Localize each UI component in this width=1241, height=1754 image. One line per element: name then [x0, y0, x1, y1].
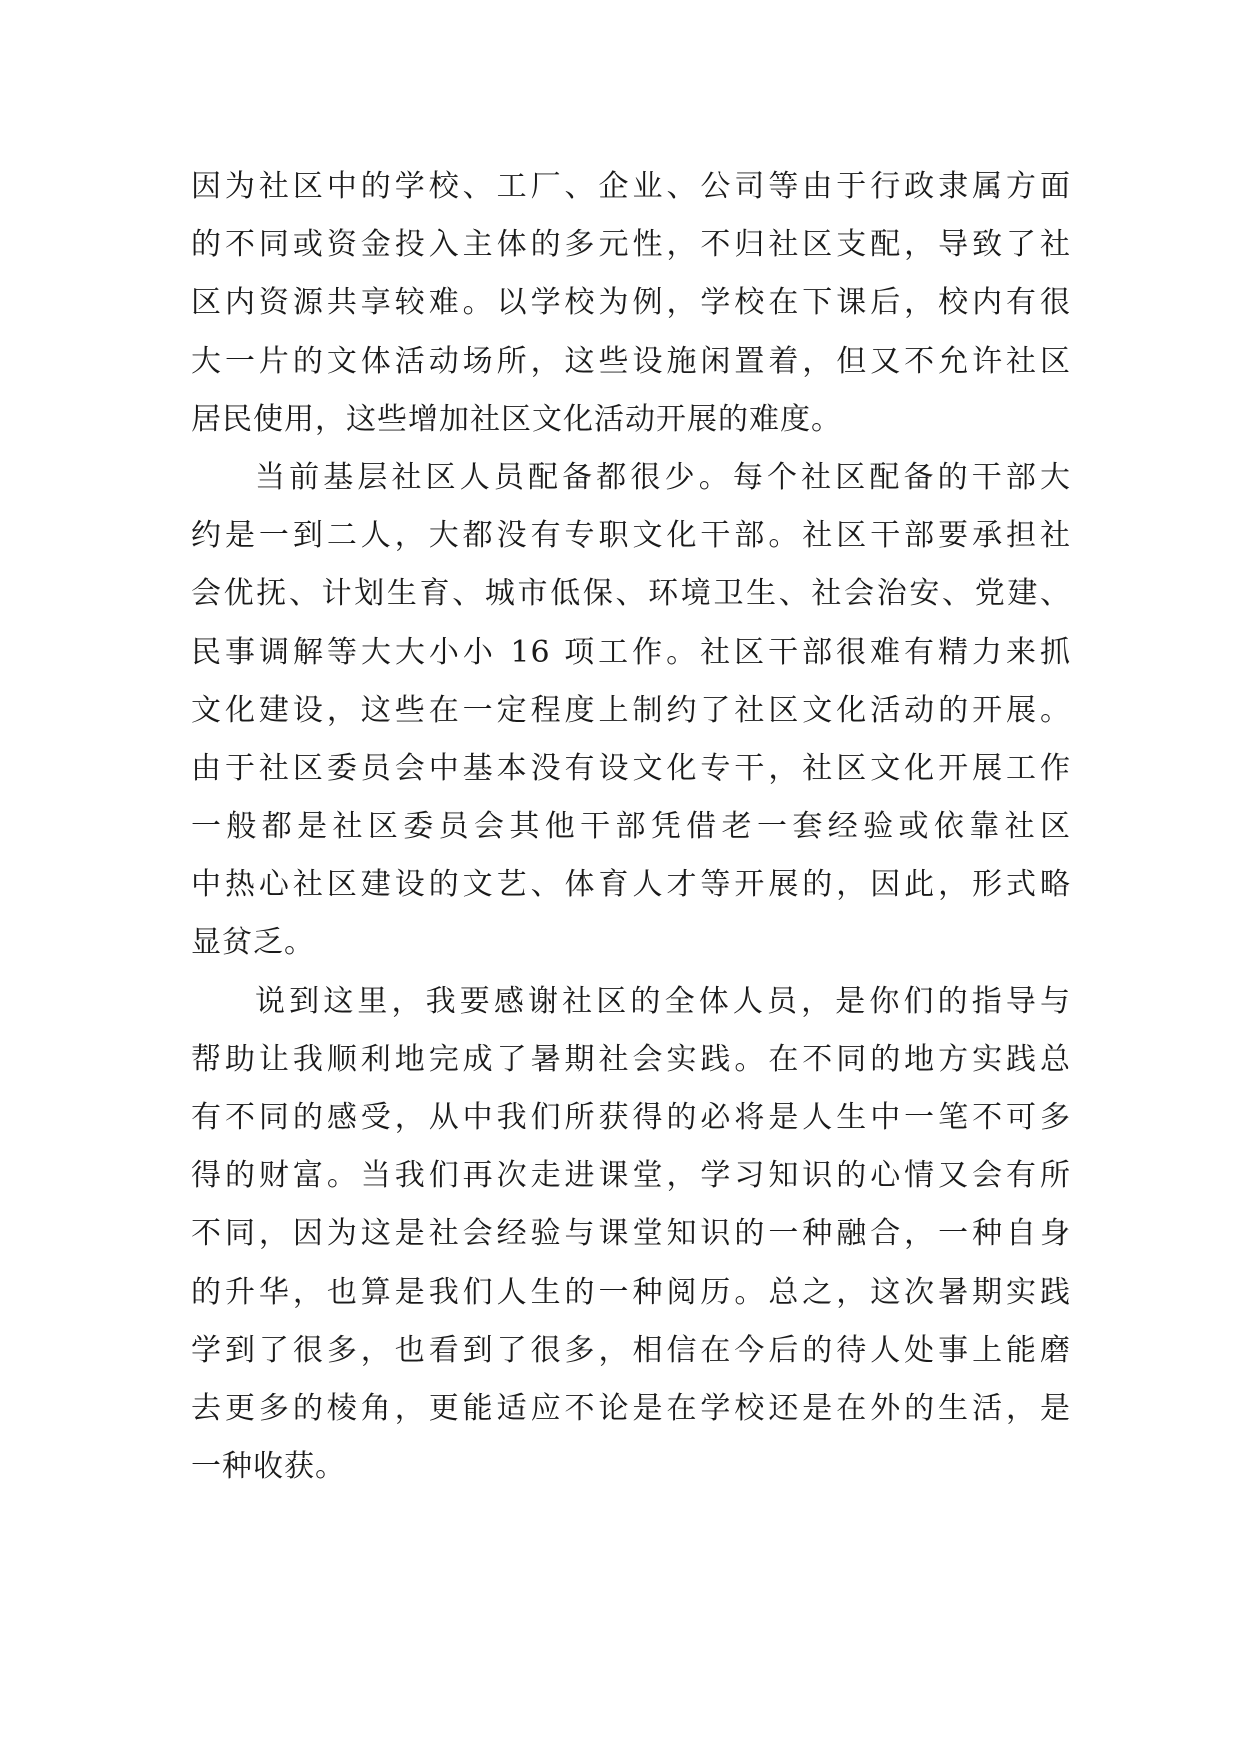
- text-line: 得的财富。当我们再次走进课堂，学习知识的心情又会有所: [191, 1158, 1071, 1194]
- text-line: 的升华，也算是我们人生的一种阅历。总之，这次暑期实践: [191, 1274, 1071, 1310]
- text-line: 有不同的感受，从中我们所获得的必将是人生中一笔不可多: [191, 1100, 1071, 1135]
- paragraph-3: [191, 973, 1071, 1497]
- text-line: 一般都是社区委员会其他干部凭借老一套经验或依靠社区: [191, 809, 1071, 845]
- text-line: 民事调解等大大小小 16 项工作。社区干部很难有精力来抓: [191, 634, 1071, 670]
- body-text: [191, 158, 1071, 1496]
- text-line: 约是一到二人，大都没有专职文化干部。社区干部要承担社: [191, 518, 1071, 554]
- text-line: 因为社区中的学校、工厂、企业、公司等由于行政隶属方面: [191, 169, 1071, 204]
- text-line: 区内资源共享较难。以学校为例，学校在下课后，校内有很: [191, 285, 1071, 321]
- text-line: 当前基层社区人员配备都很少。每个社区配备的干部大: [255, 459, 1071, 495]
- text-line: 中热心社区建设的文艺、体育人才等开展的，因此，形式略: [191, 867, 1071, 903]
- text-line: 不同，因为这是社会经验与课堂知识的一种融合，一种自身: [191, 1216, 1071, 1252]
- paragraph-1: [191, 158, 1071, 449]
- text-line: 显贫乏。: [191, 925, 315, 961]
- text-line: 居民使用，这些增加社区文化活动开展的难度。: [191, 401, 842, 437]
- text-line: 会优抚、计划生育、城市低保、环境卫生、社会治安、党建、: [191, 576, 1071, 612]
- text-line: 说到这里，我要感谢社区的全体人员，是你们的指导与: [255, 983, 1071, 1019]
- text-line: 帮助让我顺利地完成了暑期社会实践。在不同的地方实践总: [191, 1041, 1071, 1077]
- text-line: 文化建设，这些在一定程度上制约了社区文化活动的开展。: [191, 692, 1071, 728]
- text-line: 学到了很多，也看到了很多，相信在今后的待人处事上能磨: [191, 1332, 1071, 1368]
- text-line: 大一片的文体活动场所，这些设施闲置着，但又不允许社区: [191, 343, 1071, 379]
- paragraph-2: [191, 449, 1071, 973]
- text-line: 去更多的棱角，更能适应不论是在学校还是在外的生活，是: [191, 1390, 1071, 1426]
- text-line: 的不同或资金投入主体的多元性，不归社区支配，导致了社: [191, 227, 1071, 263]
- text-line: 由于社区委员会中基本没有设文化专干，社区文化开展工作: [191, 750, 1071, 786]
- text-line: 一种收获。: [191, 1449, 346, 1485]
